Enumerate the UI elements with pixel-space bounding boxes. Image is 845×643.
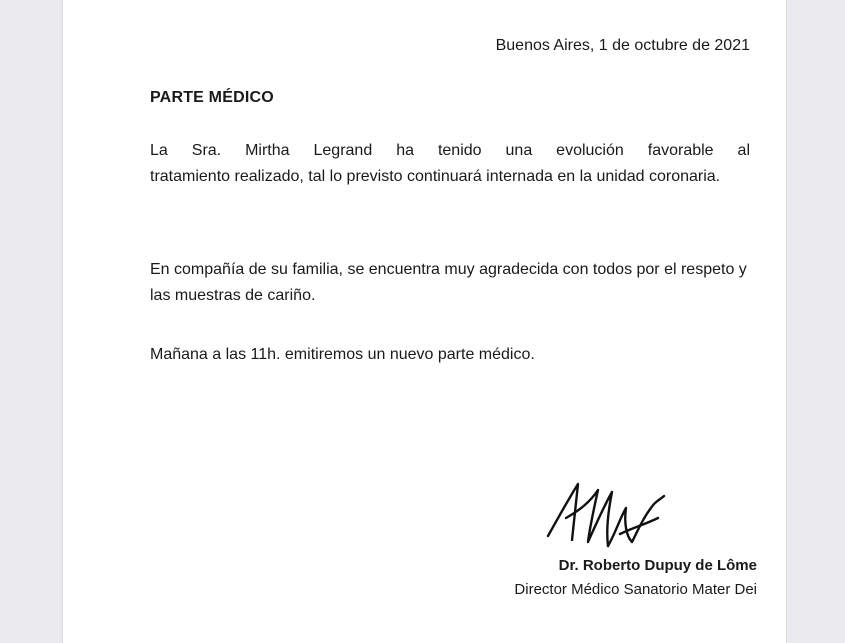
paragraph-2: En compañía de su familia, se encuentra muy agradecida con todos por el respeto y las muestras de cariño. — [150, 261, 747, 304]
document-page — [62, 0, 787, 643]
signer-role: Director Médico Sanatorio Mater Dei — [514, 581, 757, 598]
signer-name: Dr. Roberto Dupuy de Lôme — [558, 557, 757, 574]
document-title: PARTE MÉDICO — [150, 89, 274, 106]
document-date: Buenos Aires, 1 de octubre de 2021 — [495, 37, 750, 54]
right-background — [787, 0, 845, 643]
handwritten-signature — [546, 478, 666, 558]
paragraph-1 — [150, 138, 750, 189]
paragraph-1-rest: tratamiento realizado, tal lo previsto continuará internada en la unidad coronaria. — [150, 167, 721, 185]
left-background — [0, 0, 62, 643]
paragraph-1-line-1: La Sra. Mirtha Legrand ha tenido una evolución favorable al — [150, 142, 750, 159]
paragraph-3: Mañana a las 11h. emitiremos un nuevo parte médico. — [150, 346, 535, 363]
